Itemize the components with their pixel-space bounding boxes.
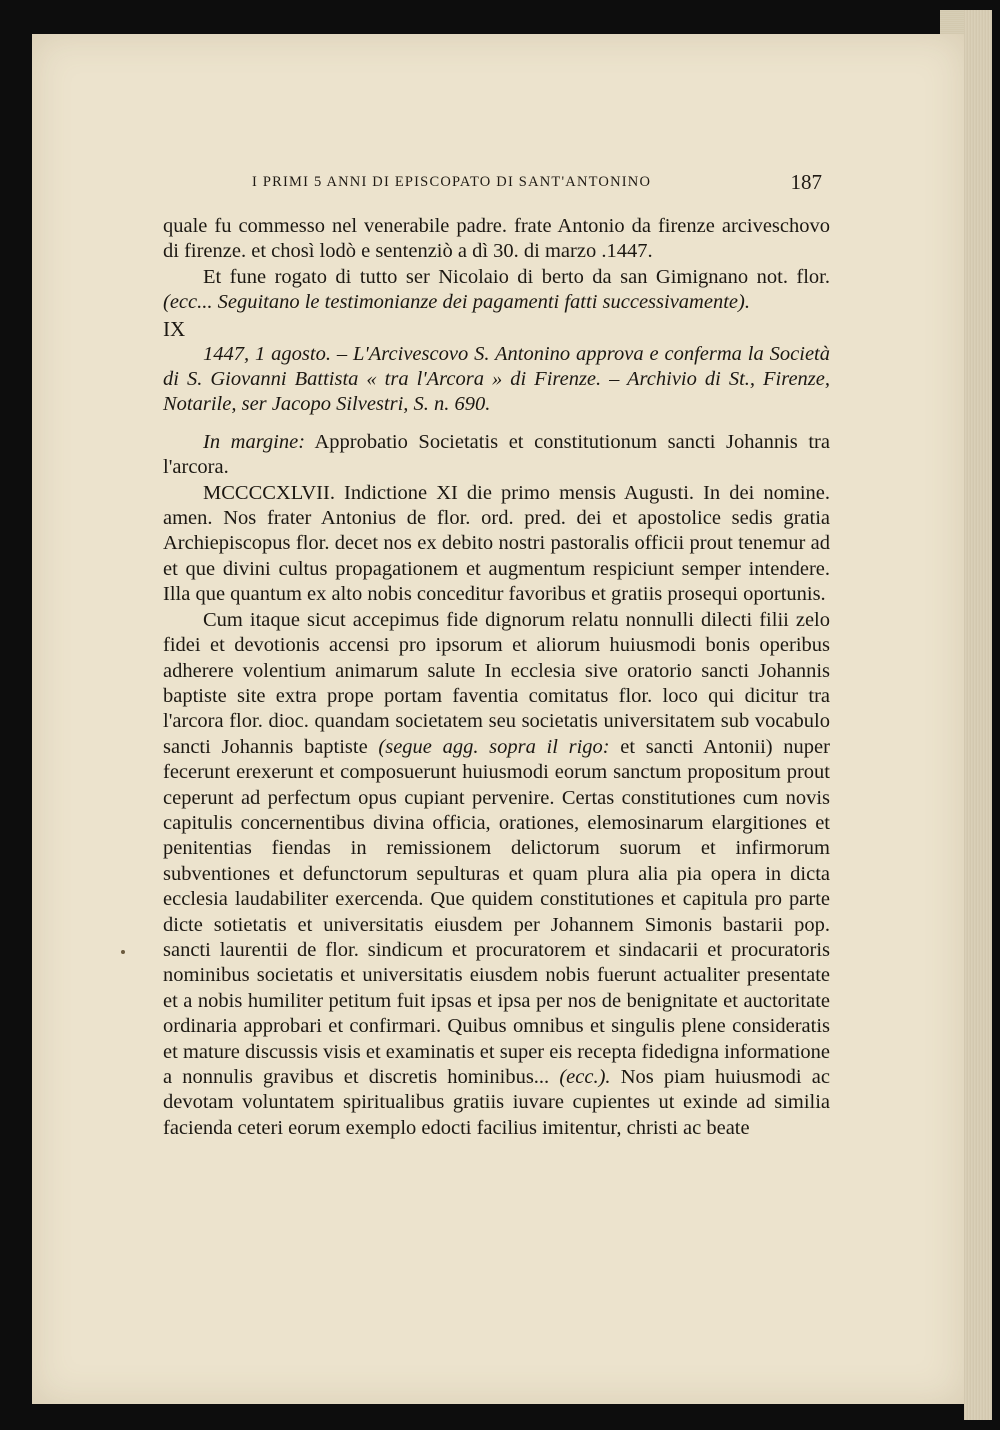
margin-mark	[121, 950, 125, 954]
paragraph-2	[163, 265, 830, 316]
paragraph-2-text: Et fune rogato di tutto ser Nicolaio di berto da san Gimignano not. flor.	[203, 265, 830, 288]
paragraph-4: MCCCCXLVII. Indictione XI die primo mensis Augusti. In dei nomine. amen. Nos frater Antonius de flor. ord. pred. dei et apostolice sedis gratia Archiepiscopus flor. decet nos ex debito nostri pastoralis officii prout tenemur ad et que divini cultus propagationem et augmentum respiciunt semper intendere. Illa que quantum ex alto nobis conceditur favoribus et gratiis prosequi oportunis.	[163, 481, 830, 606]
running-title: I PRIMI 5 ANNI DI EPISCOPATO DI SANT'ANTONINO	[252, 174, 652, 190]
paragraph-5	[163, 608, 830, 1142]
page-stack-edge	[964, 10, 992, 1420]
paragraph-5-text-a: Cum itaque sicut accepimus fide dignorum relatu nonnulli dilecti filii zelo fidei et devotionis accensi pro ipsorum et aliorum huiusmodi bonis operibus adherere volentium animarum salute In ecclesia sive oratorio sancti Johannis baptiste site extra prope portam faventia comitatus flor. loco qui dicitur tra l'arcora flor. dioc. quandam societatem seu societatis universitatem sub vocabulo sancti Johannis baptiste	[163, 608, 830, 758]
running-head	[100, 170, 830, 202]
margin-note-label: In margine:	[203, 430, 306, 453]
page-text	[163, 214, 830, 1141]
paragraph-5-editorial-note: (segue agg. sopra il rigo:	[378, 735, 610, 758]
paragraph-2-editorial-note: (ecc... Seguitano le testimonianze dei pagamenti fatti successivamente).	[163, 291, 750, 314]
paragraph-5-text-c: Nos piam huiusmodi ac devotam voluntatem spiritualibus gratiis iuvare cupientes ut exinde ad similia facienda ceteri eorum exemplo edocti facilius imitentur, christi ac beate	[163, 1066, 830, 1139]
margin-note-text: Approbatio Societatis et constitutionum sancti Johannis tra l'arcora.	[163, 430, 830, 479]
page-number: 187	[790, 170, 822, 194]
paragraph-1: quale fu commesso nel venerabile padre. frate Antonio da firenze arciveschovo di firenze. et chosì lodò e sentenziò a dì 30. di marzo .1447.	[163, 215, 830, 263]
paragraph-5-ecc: (ecc.).	[559, 1066, 611, 1088]
paragraph-5-text-b: et sancti Antonii) nuper fecerunt erexerunt et composuerunt huiusmodi eorum sanctum propositum prout ceperunt ad perfectum opus cupiant pervenire. Certas constitutiones cum novis capitulis concernentibus divina officia, orationes, elemosinarum elargitiones et penitentias fiendas in remissionem delictorum suorum et infirmorum subventiones et defunctorum sepulturas et quam plura alia pia opera in dicta ecclesia laudabiliter exercenda. Que quidem constitutiones et capitula pro parte dicte sotietatis et universitatis eiusdem per Johannem Simonis bastarii pop. sancti laurentii de flor. sindicum et procuratorem et sindacarii et procuratoris nominibus societatis et universitatis eiusdem nobis fuerunt actualiter presentate et a nobis humiliter petitum fuit ipsas et ipsa per nos de benignitate et auctoritate ordinaria approbari et confirmari. Quibus omnibus et singulis plene consideratis et mature discussis visis et examinatis et super eis recepta fidedigna informatione a nonnulis gravibus et discretis hominibus...	[163, 735, 830, 1088]
document-summary: 1447, 1 agosto. – L'Arcivescovo S. Antonino approva e conferma la Società di S. Giovanni Battista « tra l'Arcora » di Firenze. – Archivio di St., Firenze, Notarile, ser Jacopo Silvestri, S. n. 690.	[163, 342, 830, 416]
paragraph-3	[163, 430, 830, 481]
section-number: IX	[163, 316, 186, 341]
